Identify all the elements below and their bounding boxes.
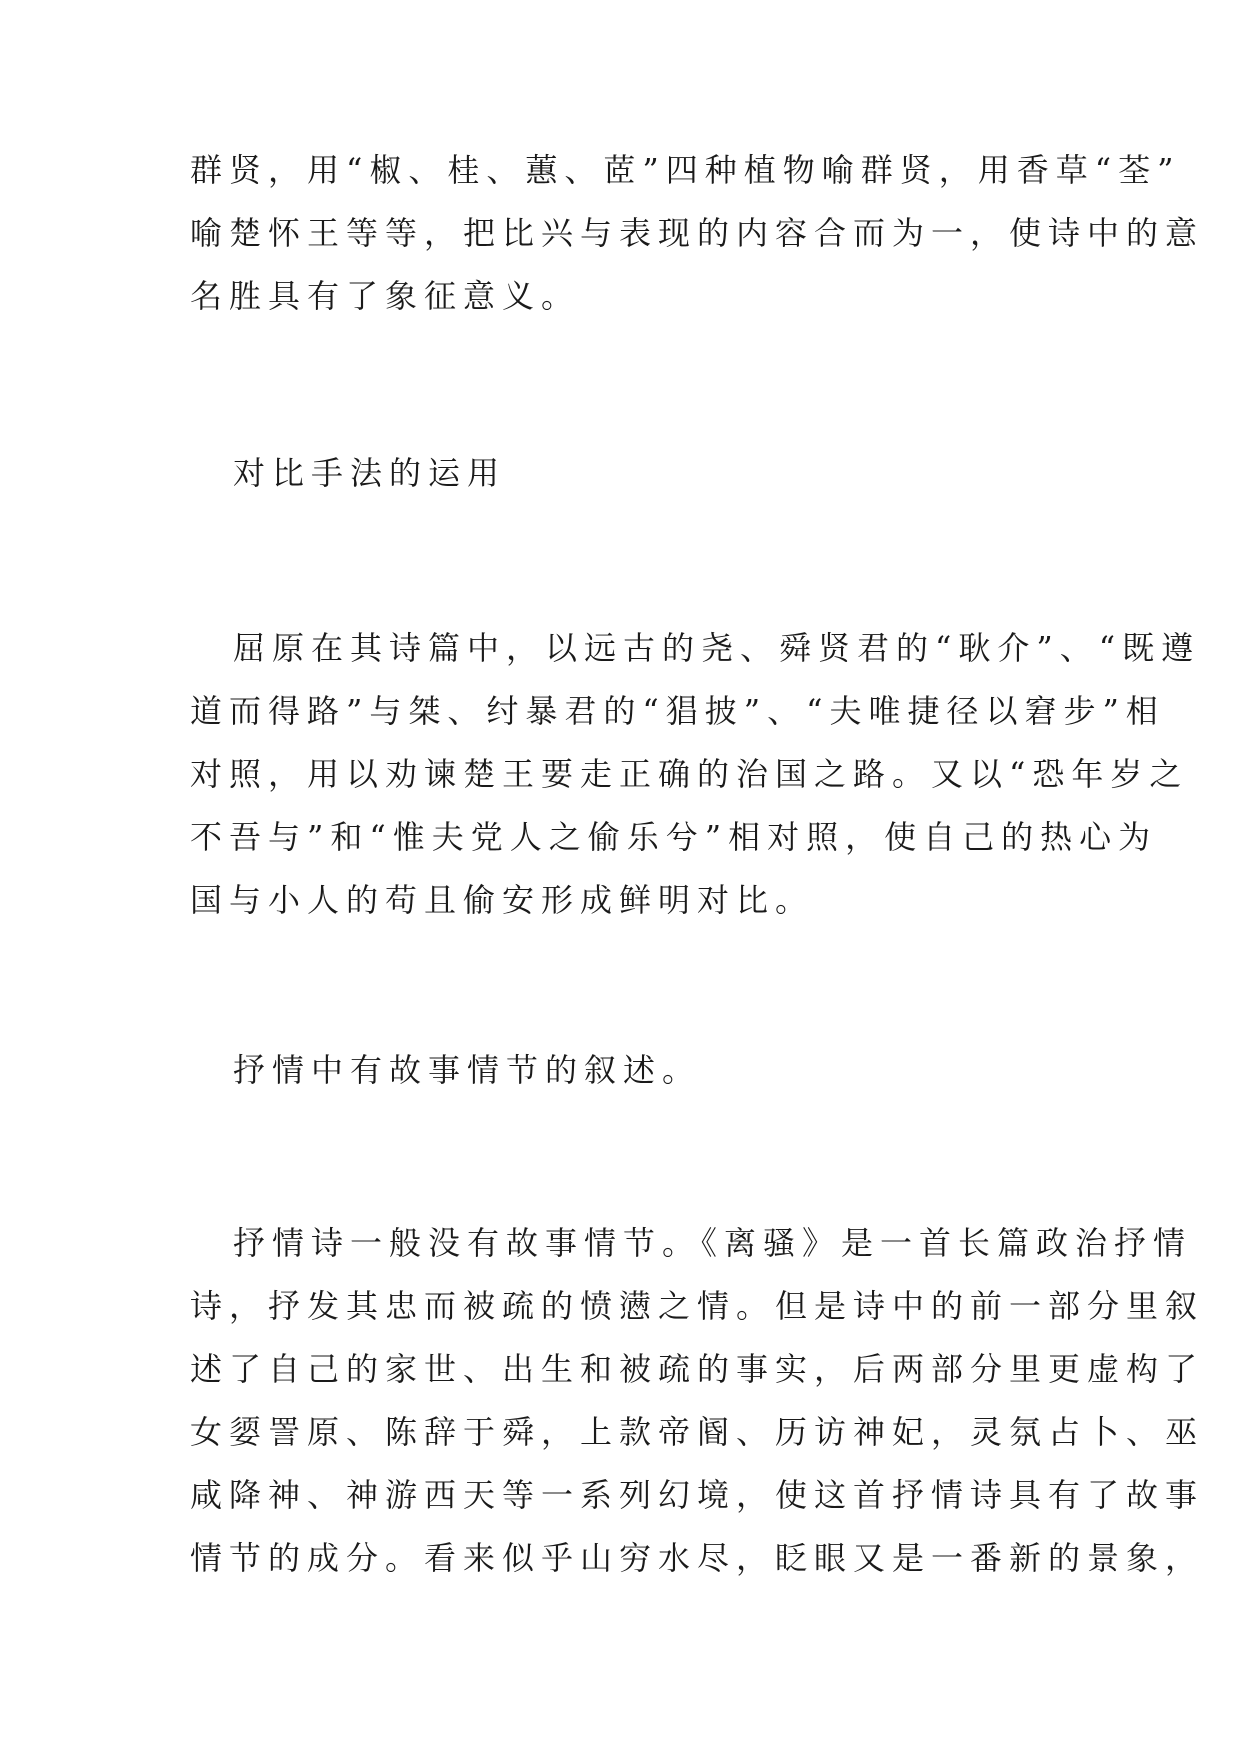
- paragraph-5-line-5: 咸降神、神游西天等一系列幻境，使这首抒情诗具有了故事: [190, 1476, 1205, 1514]
- paragraph-1-line-1: 群贤，用“椒、桂、蕙、茝”四种植物喻群贤，用香草“荃”: [190, 151, 1181, 189]
- section-heading-narrative: 抒情中有故事情节的叙述。: [233, 1051, 702, 1089]
- paragraph-3-line-1: 屈原在其诗篇中，以远古的尧、舜贤君的“耿介”、“既遵: [233, 629, 1201, 667]
- section-heading-contrast: 对比手法的运用: [233, 454, 507, 492]
- paragraph-5-line-2: 诗，抒发其忠而被疏的愤懑之情。但是诗中的前一部分里叙: [190, 1287, 1205, 1325]
- paragraph-1-line-3: 名胜具有了象征意义。: [190, 277, 581, 315]
- paragraph-5-line-1: 抒情诗一般没有故事情节。《离骚》是一首长篇政治抒情: [233, 1224, 1193, 1262]
- paragraph-1-line-2: 喻楚怀王等等，把比兴与表现的内容合而为一，使诗中的意: [190, 214, 1205, 252]
- paragraph-3-line-5: 国与小人的苟且偷安形成鲜明对比。: [190, 881, 815, 919]
- paragraph-3-line-2: 道而得路”与桀、纣暴君的“猖披”、“夫唯捷径以窘步”相: [190, 692, 1165, 730]
- paragraph-3-line-4: 不吾与”和“惟夫党人之偷乐兮”相对照，使自己的热心为: [190, 818, 1158, 856]
- paragraph-5-line-4: 女媭詈原、陈辞于舜，上款帝阍、历访神妃，灵氛占卜、巫: [190, 1413, 1205, 1451]
- paragraph-5-line-3: 述了自己的家世、出生和被疏的事实，后两部分里更虚构了: [190, 1350, 1205, 1388]
- paragraph-3-line-3: 对照，用以劝谏楚王要走正确的治国之路。又以“恐年岁之: [190, 755, 1189, 793]
- paragraph-5-line-6: 情节的成分。看来似乎山穷水尽，眨眼又是一番新的景象，: [190, 1539, 1205, 1577]
